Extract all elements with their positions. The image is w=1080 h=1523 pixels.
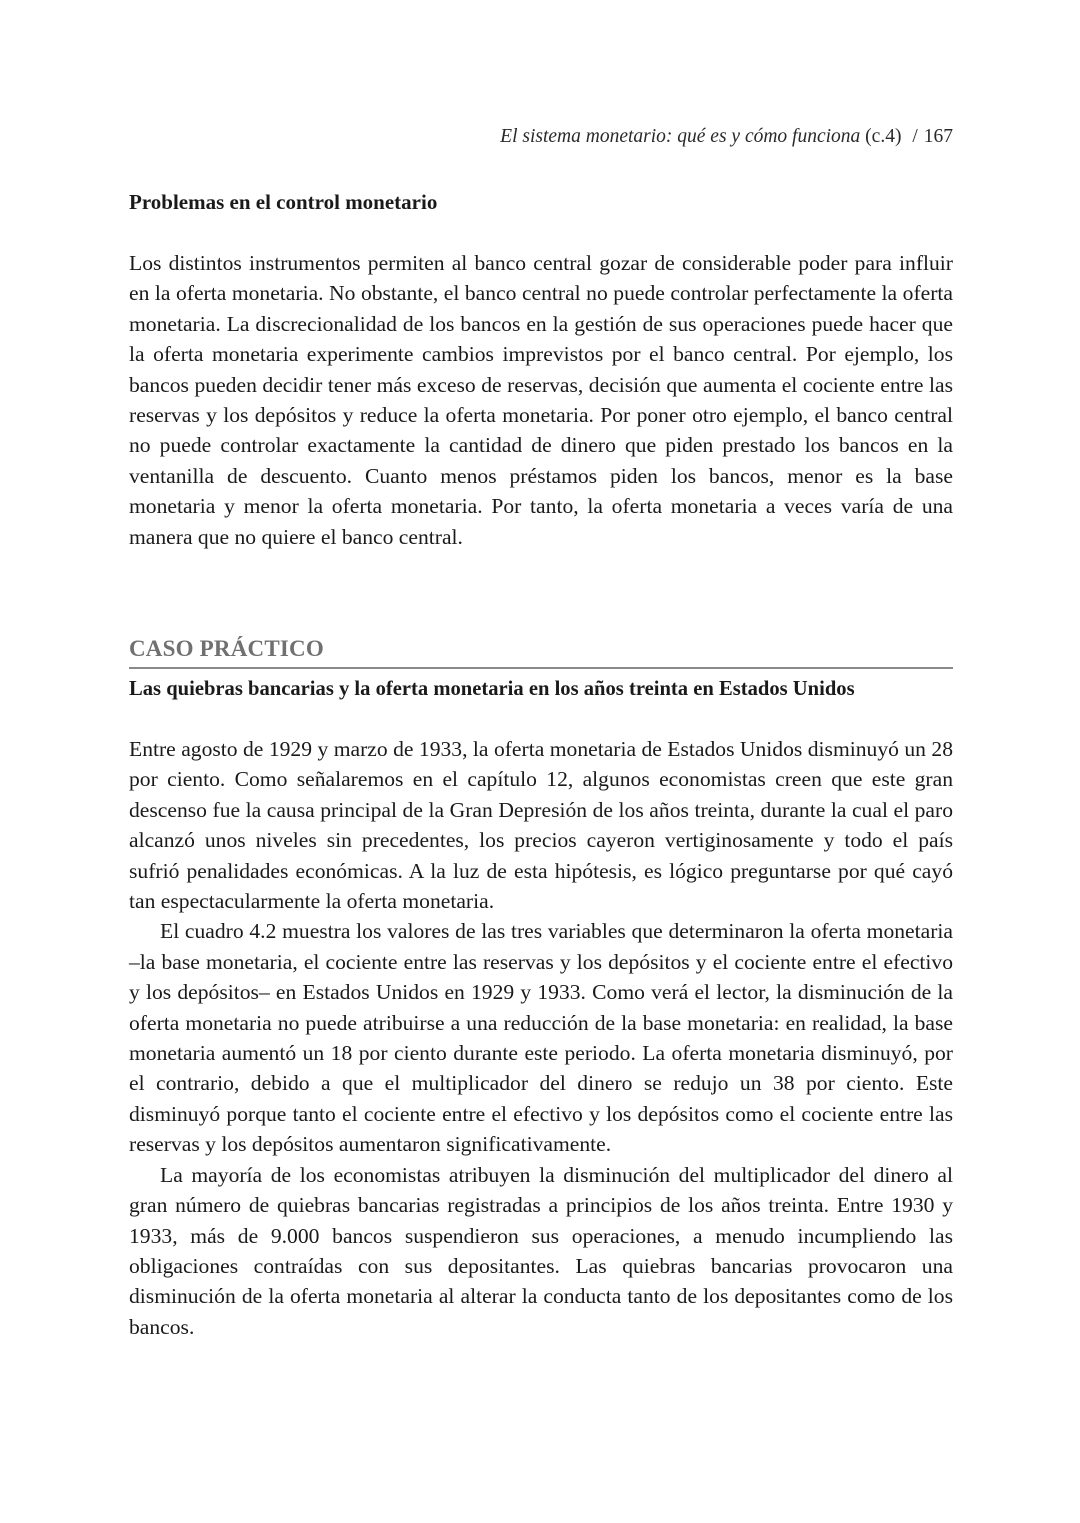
case-study-body <box>129 734 953 1342</box>
page-number: 167 <box>923 126 953 147</box>
running-title: El sistema monetario: qué es y cómo funciona <box>500 126 861 147</box>
header-separator: / <box>912 126 918 147</box>
case-study-rule <box>129 667 953 669</box>
chapter-ref: (c.4) <box>865 126 902 147</box>
section-paragraph: Los distintos instrumentos permiten al banco central gozar de considerable poder para influir en la oferta monetaria. No obstante, el banco central no puede controlar perfectamente la oferta monetaria. La discrecionalidad de los bancos en la gestión de sus operaciones puede hacer que la oferta monetaria experimente cambios imprevistos por el banco central. Por ejemplo, los bancos pueden decidir tener más exceso de reservas, decisión que aumenta el cociente entre las reservas y los depósitos y reduce la oferta monetaria. Por poner otro ejemplo, el banco central no puede controlar exactamente la cantidad de dinero que piden prestado los bancos en la ventanilla de descuento. Cuanto menos préstamos piden los bancos, menor es la base monetaria y menor la oferta monetaria. Por tanto, la oferta monetaria a veces varía de una manera que no quiere el banco central. <box>129 251 953 549</box>
case-study-label: CASO PRÁCTICO <box>129 636 324 661</box>
case-study-subtitle: Las quiebras bancarias y la oferta monetaria en los años treinta en Estados Unidos <box>129 678 855 700</box>
case-paragraph-3: La mayoría de los economistas atribuyen la disminución del multiplicador del dinero al gran número de quiebras bancarias registradas a principios de los años treinta. Entre 1930 y 1933, más de 9.000 bancos suspendieron sus operaciones, a menudo incumpliendo las obligaciones contraídas con sus depositantes. Las quiebras bancarias provocaron una disminución de la oferta monetaria al alterar la conducta tanto de los depositantes como de los bancos. <box>129 1162 953 1339</box>
case-paragraph-2: El cuadro 4.2 muestra los valores de las tres variables que determinaron la oferta monetaria –la base monetaria, el cociente entre las reservas y los depósitos y el cociente entre el efectivo y los depósitos– en Estados Unidos en 1929 y 1933. Como verá el lector, la disminución de la oferta monetaria no puede atribuirse a una reducción de la base monetaria: en realidad, la base monetaria aumentó un 18 por ciento durante este periodo. La oferta monetaria disminuyó, por el contrario, debido a que el multiplicador del dinero se redujo un 38 por ciento. Este disminuyó porque tanto el cociente entre el efectivo y los depósitos como el cociente entre las reservas y los depósitos aumentaron significativamente. <box>129 919 953 1157</box>
case-paragraph-1: Entre agosto de 1929 y marzo de 1933, la oferta monetaria de Estados Unidos disminuyó un 28 por ciento. Como señalaremos en el capítulo 12, algunos economistas creen que este gran descenso fue la causa principal de la Gran Depresión de los años treinta, durante la cual el paro alcanzó unos niveles sin precedentes, los precios cayeron vertiginosamente y todo el país sufrió penalidades económicas. A la luz de esta hipótesis, es lógico preguntarse por qué cayó tan espectacularmente la oferta monetaria. <box>129 737 953 914</box>
section-title: Problemas en el control monetario <box>129 190 438 214</box>
running-header <box>500 123 953 151</box>
